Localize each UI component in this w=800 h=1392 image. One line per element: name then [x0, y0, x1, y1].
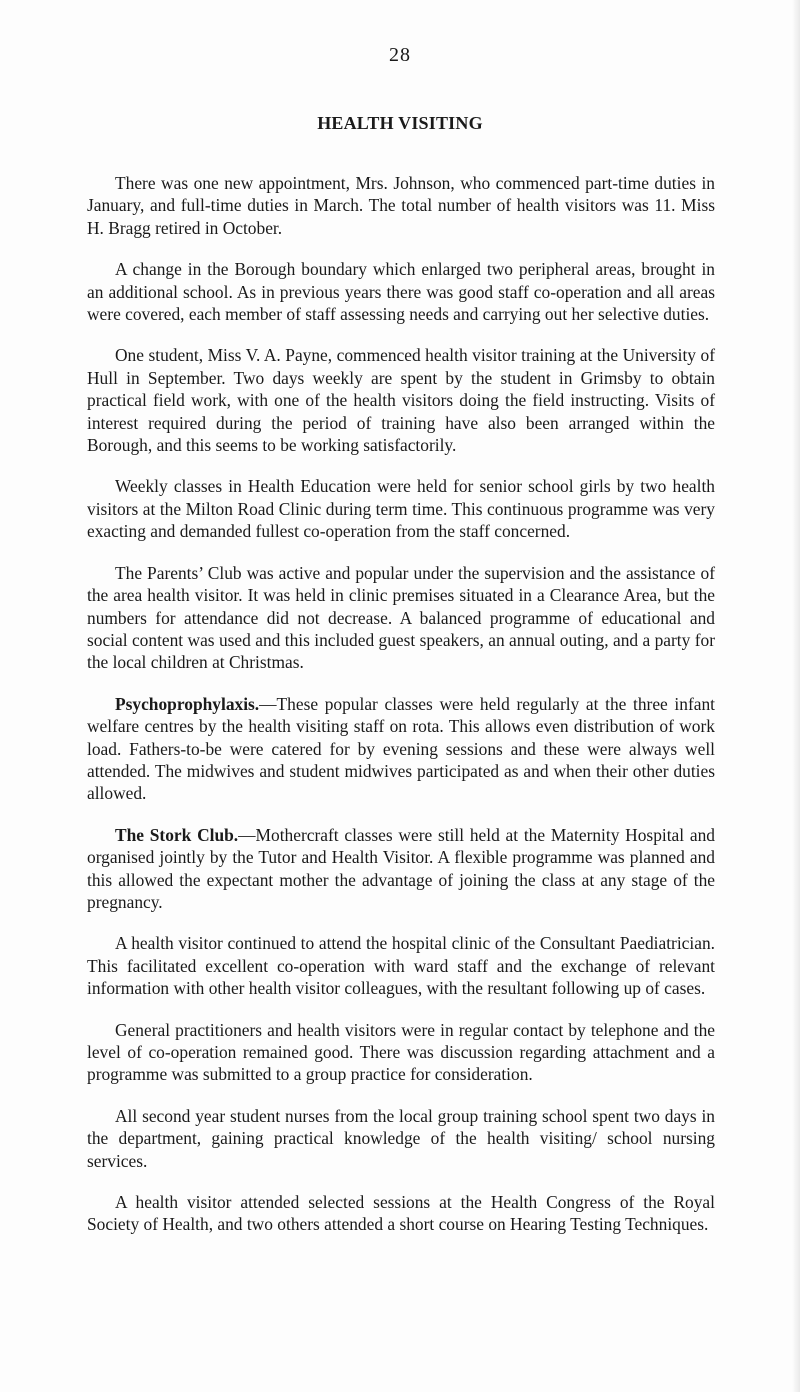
paragraph-student-nurses: All second year student nurses from the local group training school spent two days in the department, gaining practical knowledge of the health visiting/ school nursing services. — [87, 1105, 715, 1171]
paragraph-health-education: Weekly classes in Health Education were held for senior school girls by two health visitors at the Milton Road Clinic during term time. This continuous programme was very exacting and demanded fullest co-operation from the staff concerned. — [87, 476, 715, 542]
paragraph-borough-boundary: A change in the Borough boundary which enlarged two peripheral areas, brought in an additional school. As in previous years there was good staff co-operation and all areas were covered, each member of staff assessing needs and carrying out her selective duties. — [87, 259, 715, 325]
paragraph-parents-club: The Parents’ Club was active and popular under the supervision and the assistance of the area health visitor. It was held in clinic premises situated in a Clearance Area, but the numbers for attendance did not decrease. A balanced programme of educational and social content was used and this included guest speakers, an annual outing, and a party for the local children at Christmas. — [87, 562, 715, 673]
page-number: 28 — [389, 44, 411, 66]
body-text — [87, 172, 715, 1255]
paragraph-new-appointment: There was one new appointment, Mrs. Johnson, who commenced part-time duties in January, and full-time duties in March. The total number of health visitors was 11. Miss H. Bragg retired in October. — [87, 173, 715, 238]
paragraph-paediatric-clinic: A health visitor continued to attend the hospital clinic of the Consultant Paediatrician. This facilitated excellent co-operation with ward staff and the exchange of relevant information with other health visitor colleagues, with the resultant following up of cases. — [87, 933, 715, 999]
paragraph-stork-club — [87, 824, 715, 914]
run-in-heading-stork-club: The Stork Club. — [115, 824, 239, 845]
page-edge-shadow — [792, 0, 800, 1392]
paragraph-stork-club-text: —Mothercraft classes were still held at the Maternity Hospital and organised jointly by the Tutor and Health Visitor. A flexible programme was planned and this allowed the expectant mother the advantage of joining the class at any stage of the pregnancy. — [87, 824, 715, 912]
section-heading: HEALTH VISITING — [317, 113, 483, 133]
paragraph-psychoprophylaxis-text: —These popular classes were held regularly at the three infant welfare centres by the health visiting staff on rota. This allows even distribution of work load. Fathers-to-be were catered for by evening sessions and these were always well attended. The midwives and student midwives participated as and when their other duties allowed. — [87, 693, 715, 804]
paragraph-student-training: One student, Miss V. A. Payne, commenced health visitor training at the University of Hull in September. Two days weekly are spent by the student in Grimsby to obtain practical field work, with one of the health visitors doing the field instructing. Visits of interest required during the period of training have also been arranged within the Borough, and this seems to be working satisfactorily. — [87, 345, 715, 456]
paragraph-psychoprophylaxis — [87, 693, 715, 805]
run-in-heading-psychoprophylaxis: Psychoprophylaxis. — [115, 693, 260, 714]
paragraph-general-practitioners: General practitioners and health visitors were in regular contact by telephone and the level of co-operation remained good. There was discussion regarding attachment and a programme was submitted to a group practice for consideration. — [87, 1019, 715, 1085]
paragraph-health-congress: A health visitor attended selected sessions at the Health Congress of the Royal Society of Health, and two others attended a short course on Hearing Testing Techniques. — [87, 1192, 715, 1235]
